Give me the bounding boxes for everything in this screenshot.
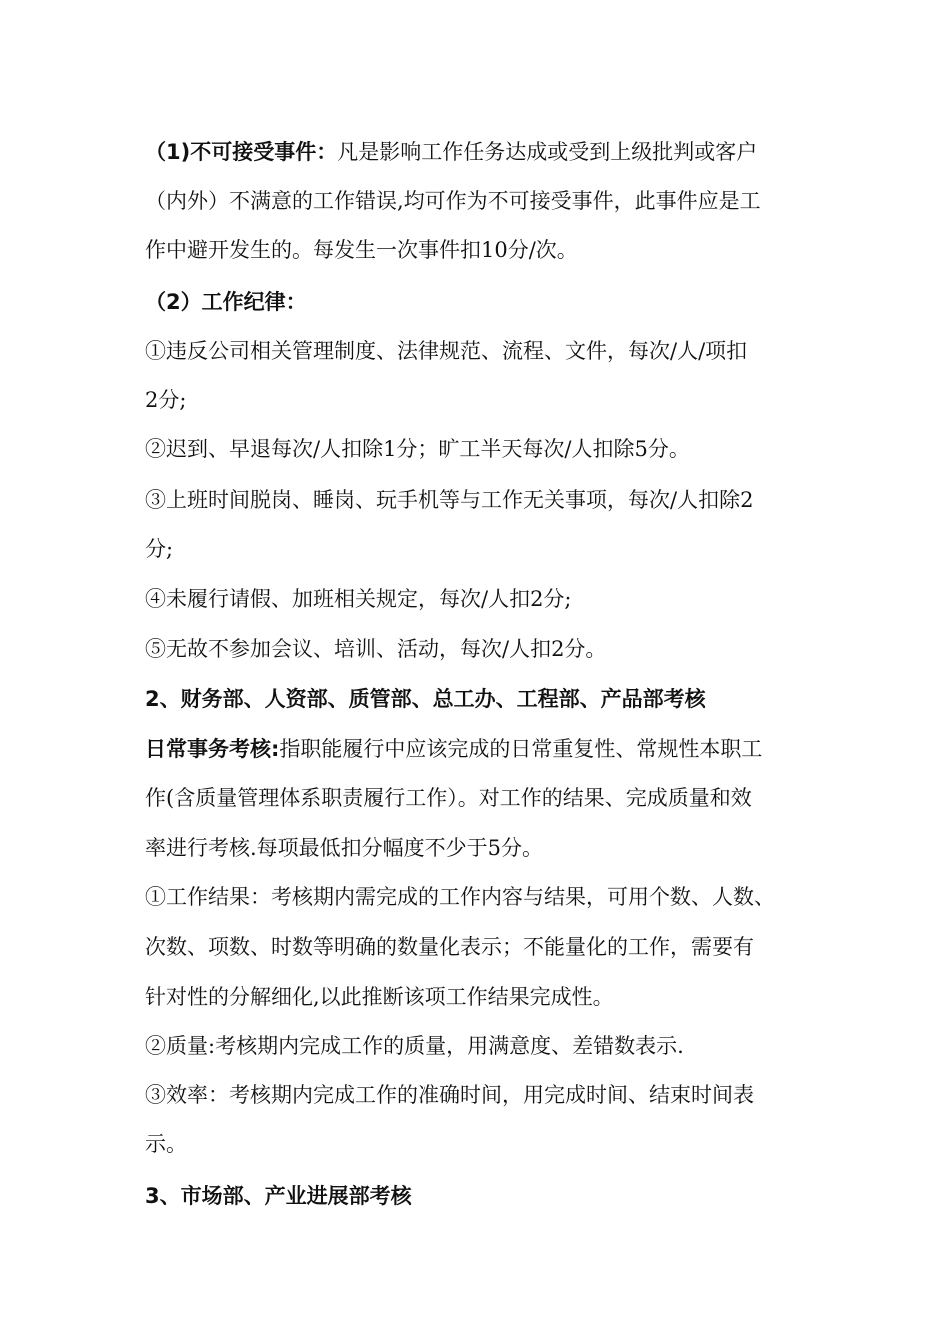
section-heading [145,685,825,713]
body-text: 作中避开发生的。每发生一次事件扣10分/次。 [145,238,578,262]
heading-text: 日常事务考核: [145,737,280,761]
list-item-continuation [145,1130,825,1158]
body-text: ③效率：考核期内完成工作的准确时间，用完成时间、结束时间表 [145,1083,754,1107]
body-text: ①工作结果：考核期内需完成的工作内容与结果，可用个数、人数、 [145,885,775,909]
body-text: （内外）不满意的工作错误,均可作为不可接受事件，此事件应是工 [145,189,761,213]
section-heading [145,288,825,316]
list-item [145,1081,825,1109]
list-item [145,585,825,613]
body-text: 2分; [145,388,187,412]
list-item-continuation [145,983,825,1011]
section-heading [145,1182,825,1210]
heading-text: （1)不可接受事件： [145,140,338,164]
body-text: 针对性的分解细化,以此推断该项工作结果完成性。 [145,985,614,1009]
list-item [145,486,825,514]
heading-text: （2）工作纪律： [145,290,307,314]
paragraph-line [145,138,825,166]
body-text: 率进行考核.每项最低扣分幅度不少于5分。 [145,836,544,860]
paragraph-line [145,784,825,812]
body-text: ①违反公司相关管理制度、法律规范、流程、文件，每次/人/项扣 [145,339,748,363]
list-item [145,1032,825,1060]
heading-text: 3、市场部、产业进展部考核 [145,1184,412,1208]
list-item-continuation [145,535,825,563]
body-text: 示。 [145,1132,187,1156]
list-item [145,883,825,911]
body-text: ③上班时间脱岗、睡岗、玩手机等与工作无关事项，每次/人扣除2 [145,488,754,512]
body-text: ②迟到、早退每次/人扣除1分；旷工半天每次/人扣除5分。 [145,437,690,461]
body-text: ⑤无故不参加会议、培训、活动，每次/人扣2分。 [145,637,607,661]
paragraph-line [145,735,825,763]
body-text: 凡是影响工作任务达成或受到上级批判或客户 [337,140,758,164]
body-text: 作(含质量管理体系职责履行工作）。对工作的结果、完成质量和效 [145,786,752,810]
list-item [145,435,825,463]
list-item-continuation [145,386,825,414]
body-text: ④未履行请假、加班相关规定，每次/人扣2分; [145,587,572,611]
list-item [145,337,825,365]
body-text: ②质量:考核期内完成工作的质量，用满意度、差错数表示. [145,1034,684,1058]
list-item [145,635,825,663]
paragraph-line [145,236,825,264]
body-text: 分; [145,537,174,561]
list-item-continuation [145,933,825,961]
paragraph-line [145,834,825,862]
heading-text: 2、财务部、人资部、质管部、总工办、工程部、产品部考核 [145,687,706,711]
body-text: 指职能履行中应该完成的日常重复性、常规性本职工 [279,737,763,761]
paragraph-line [145,187,825,215]
body-text: 次数、项数、时数等明确的数量化表示；不能量化的工作，需要有 [145,935,754,959]
